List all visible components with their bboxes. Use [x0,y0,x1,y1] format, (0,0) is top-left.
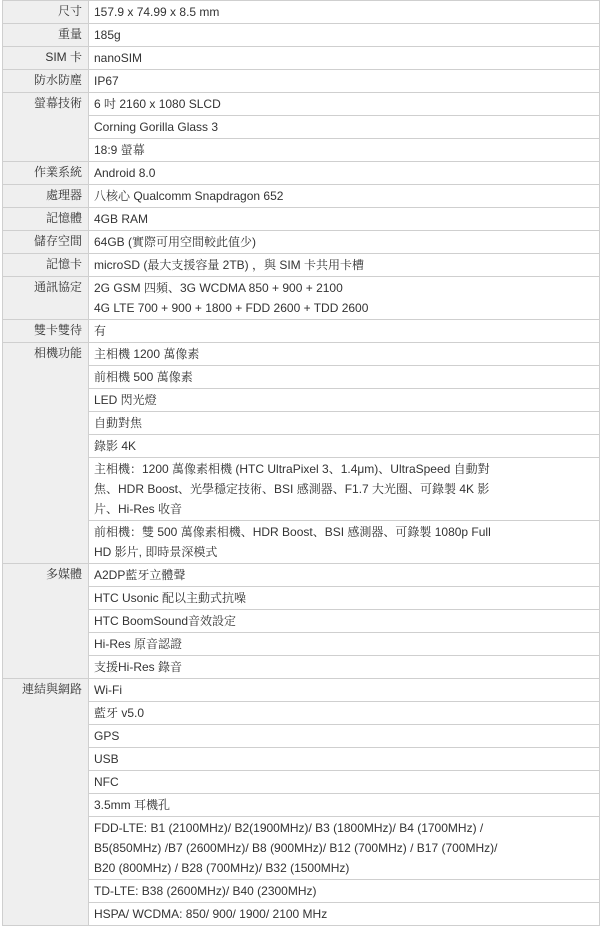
spec-value [89,903,600,926]
table-row [3,254,600,277]
spec-value-line: 18:9 螢幕 [94,143,145,157]
spec-value-line: 焦、HDR Boost、光學穩定技術、BSI 感測器、F1.7 大光圈、可錄製 4K 影 [94,482,490,496]
spec-label: 多媒體 [3,564,89,679]
table-row [3,610,600,633]
spec-value [89,208,600,231]
spec-value-line: Corning Gorilla Glass 3 [94,120,219,134]
spec-value [89,521,600,564]
spec-value-line: 前相機：雙 500 萬像素相機、HDR Boost、BSI 感測器、可錄製 1080p Full [94,525,491,539]
spec-value [89,70,600,93]
table-row [3,794,600,817]
spec-table [2,0,600,926]
spec-label: SIM 卡 [3,47,89,70]
spec-value-line: HD 影片, 即時景深模式 [94,545,218,559]
spec-value-line: 有 [94,324,107,338]
spec-value-line: Android 8.0 [94,166,156,180]
spec-value-line: 前相機 500 萬像素 [94,370,193,384]
table-row [3,679,600,702]
spec-value [89,587,600,610]
spec-label: 記憶卡 [3,254,89,277]
spec-value-line: Wi-Fi [94,683,122,697]
table-row [3,93,600,116]
spec-value [89,725,600,748]
spec-value-line: 64GB (實際可用空間較此值少) [94,235,257,249]
table-row [3,116,600,139]
spec-label: 尺寸 [3,1,89,24]
table-row [3,903,600,926]
table-row [3,389,600,412]
spec-value [89,412,600,435]
spec-value-line: 片、Hi-Res 收音 [94,502,183,516]
table-row [3,24,600,47]
spec-value [89,320,600,343]
spec-value [89,702,600,725]
spec-value [89,277,600,320]
spec-value [89,679,600,702]
spec-value [89,1,600,24]
table-row [3,162,600,185]
table-row [3,231,600,254]
spec-value-line: 主相機 1200 萬像素 [94,347,200,361]
spec-value [89,343,600,366]
spec-value [89,435,600,458]
spec-label: 雙卡雙待 [3,320,89,343]
spec-value [89,93,600,116]
spec-value [89,880,600,903]
spec-value [89,47,600,70]
table-row [3,771,600,794]
spec-value-line: 八核心 Qualcomm Snapdragon 652 [94,189,284,203]
spec-value-line: 藍牙 v5.0 [94,706,145,720]
spec-label: 相機功能 [3,343,89,564]
spec-value-line: 2G GSM 四頻、3G WCDMA 850 + 900 + 2100 [94,281,343,295]
spec-value-line: TD-LTE: B38 (2600MHz)/ B40 (2300MHz) [94,884,317,898]
spec-value-line: 主相機：1200 萬像素相機 (HTC UltraPixel 3、1.4μm)、UltraSpeed 自動對 [94,462,490,476]
spec-value [89,564,600,587]
spec-value-line: 157.9 x 74.99 x 8.5 mm [94,5,220,19]
spec-value-line: NFC [94,775,119,789]
spec-value [89,366,600,389]
spec-value-line: 自動對焦 [94,416,143,430]
table-row [3,47,600,70]
table-row [3,277,600,320]
table-row [3,880,600,903]
table-row [3,435,600,458]
table-row [3,656,600,679]
table-row [3,748,600,771]
table-row [3,564,600,587]
table-row [3,208,600,231]
spec-label: 記憶體 [3,208,89,231]
table-row [3,702,600,725]
spec-value-line: Hi-Res 原音認證 [94,637,183,651]
spec-table-body [3,1,600,926]
spec-value [89,185,600,208]
table-row [3,70,600,93]
spec-value-line: B5(850MHz) /B7 (2600MHz)/ B8 (900MHz)/ B12 (700MHz) / B17 (700MHz)/ [94,841,498,855]
table-row [3,139,600,162]
spec-value-line: HTC Usonic 配以主動式抗噪 [94,591,247,605]
spec-value-line: LED 閃光燈 [94,393,157,407]
spec-value-line: nanoSIM [94,51,143,65]
spec-value-line: 錄影 4K [94,439,137,453]
spec-label: 連結與網路 [3,679,89,926]
spec-label: 作業系統 [3,162,89,185]
spec-value-line: FDD-LTE: B1 (2100MHz)/ B2(1900MHz)/ B3 (1800MHz)/ B4 (1700MHz) / [94,821,484,835]
spec-value-line: B20 (800MHz) / B28 (700MHz)/ B32 (1500MHz) [94,861,350,875]
spec-value [89,610,600,633]
spec-value [89,389,600,412]
spec-value-line: 4GB RAM [94,212,149,226]
spec-label: 儲存空間 [3,231,89,254]
spec-value [89,139,600,162]
spec-label: 防水防塵 [3,70,89,93]
spec-label: 通訊協定 [3,277,89,320]
table-row [3,343,600,366]
spec-value [89,162,600,185]
spec-value-line: USB [94,752,119,766]
spec-value [89,231,600,254]
spec-value [89,254,600,277]
spec-value [89,817,600,880]
spec-value-line: 6 吋 2160 x 1080 SLCD [94,97,221,111]
spec-value [89,116,600,139]
spec-value-line: IP67 [94,74,119,88]
table-row [3,725,600,748]
spec-value-line: 3.5mm 耳機孔 [94,798,171,812]
spec-value-line: 185g [94,28,121,42]
spec-value [89,771,600,794]
table-row [3,1,600,24]
table-row [3,521,600,564]
spec-value-line: 4G LTE 700 + 900 + 1800 + FDD 2600 + TDD 2600 [94,301,369,315]
table-row [3,185,600,208]
spec-value-line: microSD (最大支援容量 2TB) ，與 SIM 卡共用卡槽 [94,258,365,272]
spec-value [89,794,600,817]
spec-value-line: HSPA/ WCDMA: 850/ 900/ 1900/ 2100 MHz [94,907,328,921]
spec-value-line: GPS [94,729,120,743]
table-row [3,817,600,880]
spec-value [89,458,600,521]
table-row [3,458,600,521]
spec-value [89,24,600,47]
spec-value [89,748,600,771]
spec-value-line: 支援Hi-Res 錄音 [94,660,183,674]
table-row [3,366,600,389]
spec-label: 處理器 [3,185,89,208]
table-row [3,412,600,435]
spec-value-line: HTC BoomSound音效設定 [94,614,237,628]
spec-label: 螢幕技術 [3,93,89,162]
spec-value-line: A2DP藍牙立體聲 [94,568,186,582]
spec-value [89,633,600,656]
table-row [3,587,600,610]
spec-label: 重量 [3,24,89,47]
spec-value [89,656,600,679]
table-row [3,633,600,656]
table-row [3,320,600,343]
